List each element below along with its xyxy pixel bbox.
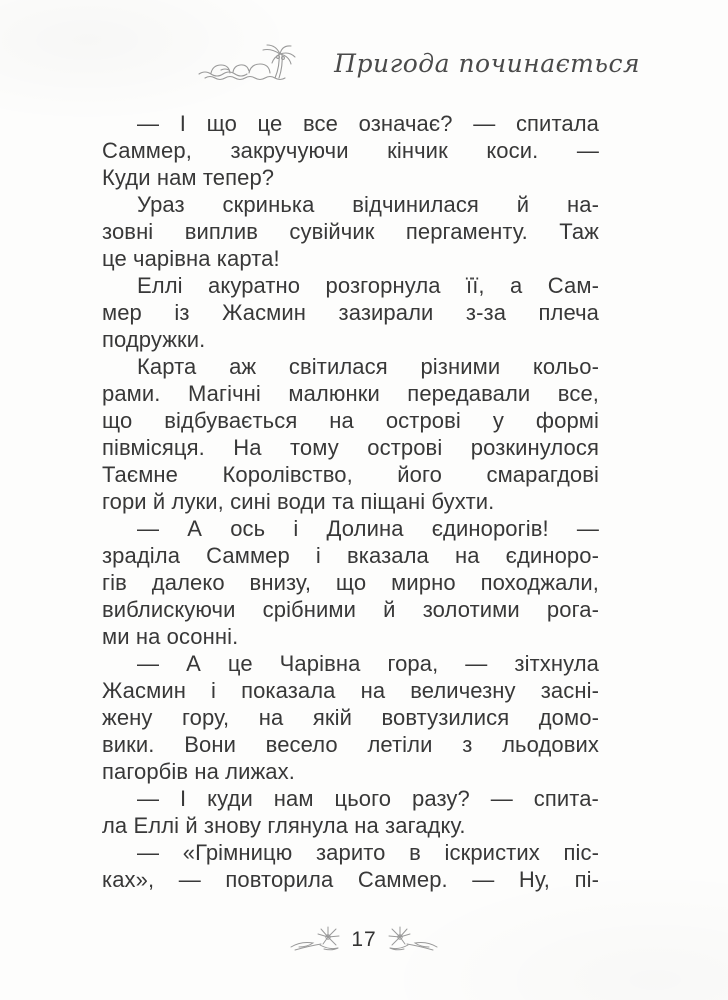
- text-line: — А це Чарівна гора, — зітхнула: [137, 651, 599, 676]
- island-palm-ornament-icon: [197, 44, 300, 82]
- text-line: мер із Жасмин зазирали з-за плеча: [102, 300, 599, 325]
- text-line: — А ось і Долина єдинорогів! —: [137, 516, 599, 541]
- text-line: Таємне Королівство, його смарагдові: [102, 462, 599, 487]
- text-line: зовні виплив сувійчик пергаменту. Таж: [102, 219, 599, 244]
- chapter-title: Пригода починається: [334, 48, 640, 78]
- paragraph: [102, 110, 599, 191]
- text-line: виблискуючи срібними й золотими рога-: [102, 597, 599, 622]
- text-line: що відбувається на острові у формі: [102, 408, 599, 433]
- text-line: ми на осонні.: [102, 624, 239, 649]
- paragraph: [102, 785, 599, 839]
- text-line: Еллі акуратно розгорнула її, а Сам-: [137, 273, 599, 298]
- text-line: гів далеко внизу, що мирно походжали,: [102, 570, 599, 595]
- text-line: — І куди нам цього разу? — спита-: [137, 786, 599, 811]
- text-line: — «Грімницю зарито в іскристих піс-: [137, 840, 599, 865]
- paragraph: [102, 650, 599, 785]
- text-line: — І що це все означає? — спитала: [137, 111, 599, 136]
- body-text: [102, 110, 599, 893]
- floral-sprig-left-icon: [290, 926, 344, 954]
- text-line: пагорбів на лижах.: [102, 759, 295, 784]
- text-line: Жасмин і показала на величезну засні-: [102, 678, 599, 703]
- text-line: вики. Вони весело летіли з льодових: [102, 732, 599, 757]
- page-footer: [0, 926, 728, 954]
- paragraph: [102, 515, 599, 650]
- text-line: жену гору, на якій вовтузилися домо-: [102, 705, 599, 730]
- text-line: зраділа Саммер і вказала на єдиноро-: [102, 543, 599, 568]
- text-line: ках», — повторила Саммер. — Ну, пі-: [102, 867, 599, 892]
- text-line: Куди нам тепер?: [102, 165, 275, 190]
- text-line: ла Еллі й знову глянула на загадку.: [102, 813, 466, 838]
- text-line: подружки.: [102, 327, 206, 352]
- page-number: 17: [351, 928, 377, 951]
- text-line: гори й луки, сині води та піщані бухти.: [102, 489, 495, 514]
- paragraph: [102, 272, 599, 353]
- text-line: це чарівна карта!: [102, 246, 280, 271]
- text-line: Саммер, закручуючи кінчик коси. —: [102, 138, 599, 163]
- text-line: Ураз скринька відчинилася й на-: [137, 192, 599, 217]
- floral-sprig-right-icon: [384, 926, 438, 954]
- paragraph: [102, 839, 599, 893]
- paragraph: [102, 191, 599, 272]
- chapter-header: [0, 42, 640, 84]
- paragraph: [102, 353, 599, 515]
- text-line: рами. Магічні малюнки передавали все,: [102, 381, 599, 406]
- text-line: півмісяця. На тому острові розкинулося: [102, 435, 599, 460]
- text-line: Карта аж світилася різними кольо-: [137, 354, 599, 379]
